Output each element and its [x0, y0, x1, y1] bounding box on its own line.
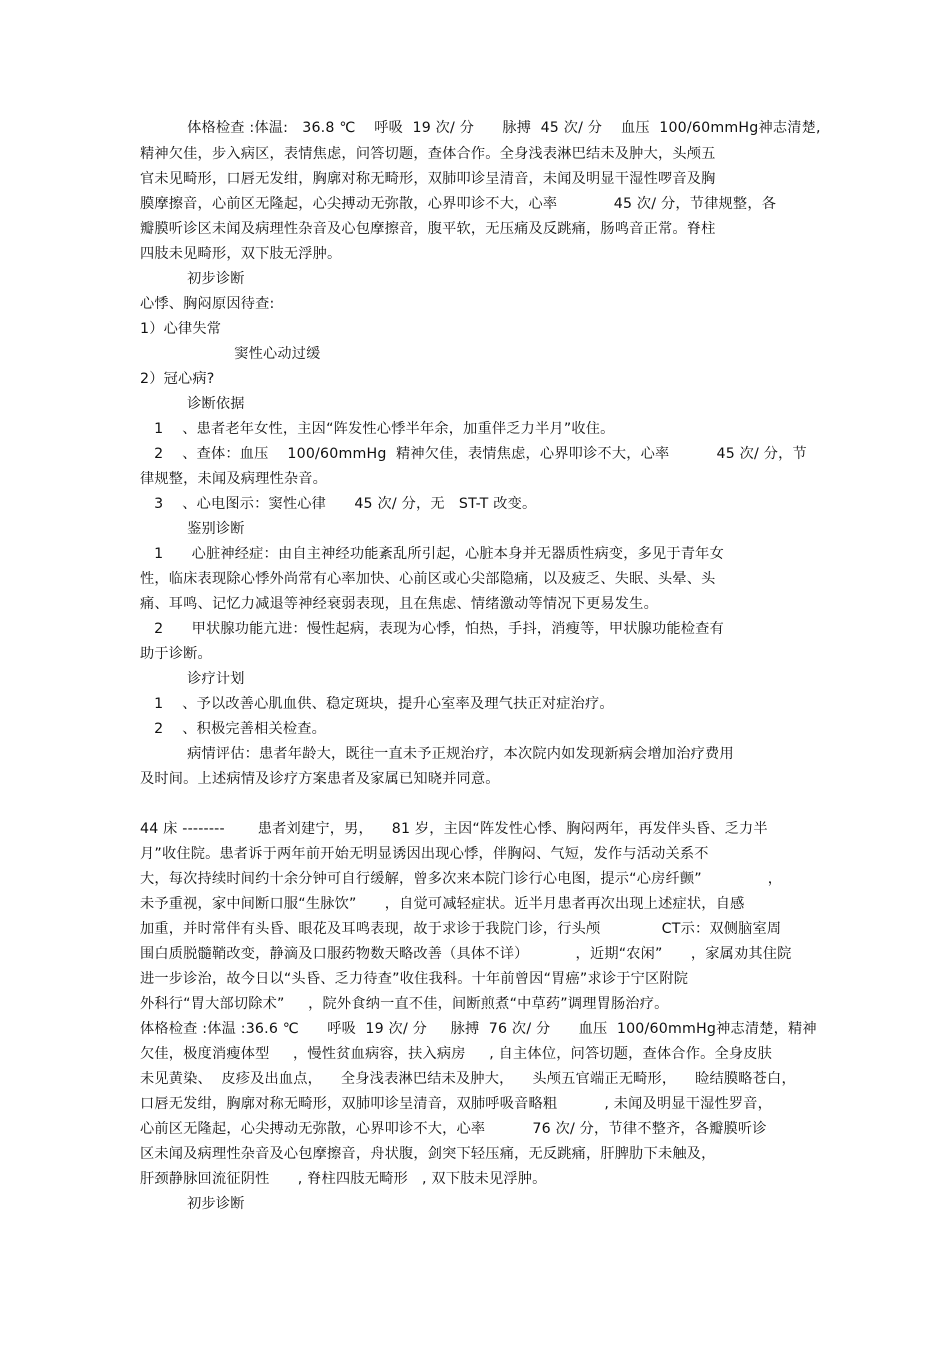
section-heading: 初步诊断: [140, 271, 245, 287]
section-heading: 初步诊断: [140, 1196, 245, 1212]
section-heading: 鉴别诊断: [140, 521, 245, 537]
text-line: 2 甲状腺功能亢进：慢性起病，表现为心悸，怕热，手抖，消瘦等，甲状腺功能检查有: [140, 621, 724, 637]
text-line: 心前区无隆起，心尖搏动无弥散，心界叩诊不大，心率 76 次/ 分，节律不整齐，各瓣膜听诊: [140, 1121, 767, 1137]
text-line: 官未见畸形，口唇无发绀，胸廓对称无畸形，双肺叩诊呈清音，未闻及明显干湿性啰音及胸: [140, 171, 716, 187]
text-line: 未予重视，家中间断口服“生脉饮” ，自觉可减轻症状。近半月患者再次出现上述症状，自感: [140, 896, 745, 912]
text-line: 44 床 -------- 患者刘建宁，男， 81 岁，主因“阵发性心悸、胸闷两年，再发伴头昏、乏力半: [140, 821, 768, 837]
text-line: 律规整，未闻及病理性杂音。: [140, 471, 328, 487]
text-line: 2 、查体：血压 100/60mmHg 精神欠佳，表情焦虑，心界叩诊不大，心率 45 次/ 分，节: [140, 446, 807, 462]
text-line: 及时间。上述病情及诊疗方案患者及家属已知晓并同意。: [140, 771, 500, 787]
text-line: 未见黄染、 皮疹及出血点， 全身浅表淋巴结未及肿大， 头颅五官端正无畸形， 睑结膜略苍白，: [140, 1071, 796, 1087]
text-line: 加重，并时常伴有头昏、眼花及耳鸣表现，故于求诊于我院门诊，行头颅 CT示：双侧脑室周: [140, 921, 782, 937]
text-line: 痛、耳鸣、记忆力减退等神经衰弱表现，且在焦虑、情绪激动等情况下更易发生。: [140, 596, 658, 612]
text-line: 体格检查 :体温: 36.8 ℃ 呼吸 19 次/ 分 脉搏 45 次/ 分 血压 100/60mmHg神志清楚,: [140, 120, 821, 136]
text-line: 瓣膜听诊区未闻及病理性杂音及心包摩擦音，腹平软，无压痛及反跳痛，肠鸣音正常。脊柱: [140, 221, 716, 237]
text-line: 精神欠佳，步入病区，表情焦虑，问答切题，查体合作。全身浅表淋巴结未及肿大，头颅五: [140, 146, 716, 162]
text-line: 窦性心动过缓: [140, 346, 321, 362]
text-line: 1）心律失常: [140, 321, 222, 337]
section-heading: 诊疗计划: [140, 671, 245, 687]
text-line: 四肢未见畸形，双下肢无浮肿。: [140, 246, 342, 262]
text-line: 膜摩擦音，心前区无隆起，心尖搏动无弥散，心界叩诊不大，心率 45 次/ 分，节律规整，各: [140, 196, 777, 212]
text-line: 区未闻及病理性杂音及心包摩擦音，舟状腹，剑突下轻压痛，无反跳痛，肝脾肋下未触及，: [140, 1146, 716, 1162]
text-line: 1 心脏神经症：由自主神经功能紊乱所引起，心脏本身并无器质性病变，多见于青年女: [140, 546, 724, 562]
text-line: 助于诊断。: [140, 646, 212, 662]
text-line: 肝颈静脉回流征阴性 , 脊柱四肢无畸形 , 双下肢未见浮肿。: [140, 1171, 547, 1187]
text-line: 月”收住院。患者诉于两年前开始无明显诱因出现心悸，伴胸闷、气短，发作与活动关系不: [140, 846, 709, 862]
text-line: 1 、予以改善心肌血供、稳定斑块，提升心室率及理气扶正对症治疗。: [140, 696, 614, 712]
text-line: 性，临床表现除心悸外尚常有心率加快、心前区或心尖部隐痛，以及疲乏、失眠、头晕、头: [140, 571, 716, 587]
text-line: 进一步诊治，故今日以“头昏、乏力待查”收住我科。十年前曾因“胃癌”求诊于宁区附院: [140, 971, 689, 987]
text-line: 2）冠心病?: [140, 371, 215, 387]
text-line: 病情评估：患者年龄大，既往一直未予正规治疗，本次院内如发现新病会增加治疗费用: [140, 746, 734, 762]
text-line: 体格检查 :体温 :36.6 ℃ 呼吸 19 次/ 分 脉搏 76 次/ 分 血压 100/60mmHg神志清楚，精神: [140, 1021, 817, 1037]
section-heading: 诊断依据: [140, 396, 245, 412]
text-line: 1 、患者老年女性，主因“阵发性心悸半年余，加重伴乏力半月”收住。: [140, 421, 615, 437]
text-line: 口唇无发绀，胸廓对称无畸形，双肺叩诊呈清音，双肺呼吸音略粗 , 未闻及明显干湿性罗音，: [140, 1096, 773, 1112]
text-line: 2 、积极完善相关检查。: [140, 721, 327, 737]
text-line: 外科行“胃大部切除术” ，院外食纳一直不佳，间断煎煮“中草药”调理胃肠治疗。: [140, 996, 669, 1012]
text-line: 大，每次持续时间约十余分钟可自行缓解，曾多次来本院门诊行心电图，提示“心房纤颤” ，: [140, 871, 783, 887]
text-line: 欠佳，极度消瘦体型 ，慢性贫血病容，扶入病房 , 自主体位，问答切题，查体合作。全身皮肤: [140, 1046, 773, 1062]
text-line: 围白质脱髓鞘改变，静滴及口服药物数天略改善（具体不详） ，近期“农闲” ，家属劝其住院: [140, 946, 792, 962]
text-line: 心悸、胸闷原因待查:: [140, 296, 275, 312]
text-line: 3 、心电图示：窦性心律 45 次/ 分，无 ST-T 改变。: [140, 496, 537, 512]
